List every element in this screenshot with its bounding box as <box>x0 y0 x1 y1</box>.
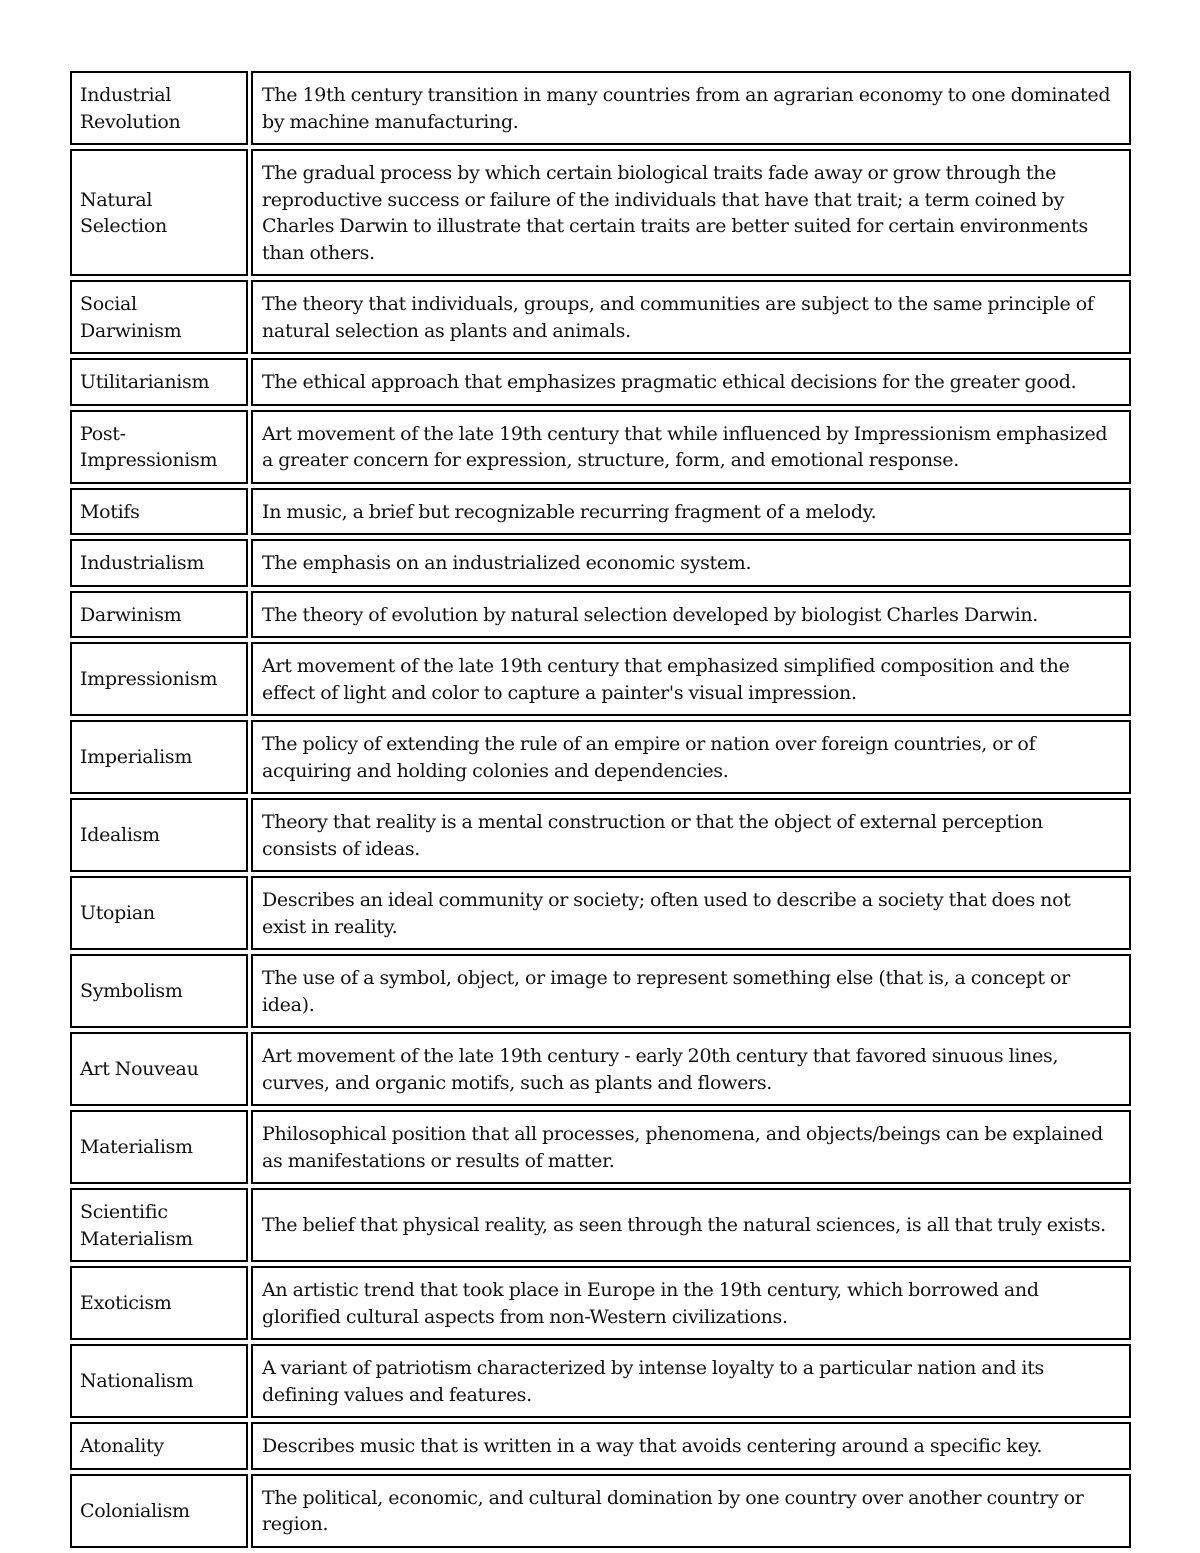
table-row <box>70 410 1131 484</box>
term-cell: Utilitarianism <box>70 358 248 406</box>
definition-cell: Art movement of the late 19th century that emphasized simplified composition and the effect of light and color to capture a painter's visual impression. <box>251 642 1131 716</box>
term-cell: Darwinism <box>70 591 248 639</box>
table-row <box>70 642 1131 716</box>
term-cell: Post-Impressionism <box>70 410 248 484</box>
definition-cell: The theory of evolution by natural selection developed by biologist Charles Darwin. <box>251 591 1131 639</box>
table-row <box>70 280 1131 354</box>
definition-cell: Art movement of the late 19th century that while influenced by Impressionism emphasized a greater concern for expression, structure, form, and emotional response. <box>251 410 1131 484</box>
table-row <box>70 488 1131 536</box>
definition-cell: A variant of patriotism characterized by intense loyalty to a particular nation and its defining values and features. <box>251 1344 1131 1418</box>
definition-cell: The 19th century transition in many countries from an agrarian economy to one dominated by machine manufacturing. <box>251 71 1131 145</box>
glossary-table <box>67 67 1134 1552</box>
term-cell: Nationalism <box>70 1344 248 1418</box>
table-row <box>70 1188 1131 1262</box>
table-row <box>70 149 1131 276</box>
definition-cell: The policy of extending the rule of an empire or nation over foreign countries, or of acquiring and holding colonies and dependencies. <box>251 720 1131 794</box>
definition-cell: Describes an ideal community or society; often used to describe a society that does not exist in reality. <box>251 876 1131 950</box>
definition-cell: An artistic trend that took place in Europe in the 19th century, which borrowed and glorified cultural aspects from non-Western civilizations. <box>251 1266 1131 1340</box>
term-cell: Utopian <box>70 876 248 950</box>
term-cell: Scientific Materialism <box>70 1188 248 1262</box>
term-cell: Atonality <box>70 1422 248 1470</box>
table-row <box>70 591 1131 639</box>
table-row <box>70 1344 1131 1418</box>
term-cell: Colonialism <box>70 1474 248 1548</box>
definition-cell: The gradual process by which certain biological traits fade away or grow through the reproductive success or failure of the individuals that have that trait; a term coined by Charles Darwin to illustrate that certain traits are better suited for certain environments than others. <box>251 149 1131 276</box>
term-cell: Social Darwinism <box>70 280 248 354</box>
term-cell: Exoticism <box>70 1266 248 1340</box>
definition-cell: Art movement of the late 19th century - early 20th century that favored sinuous lines, curves, and organic motifs, such as plants and flowers. <box>251 1032 1131 1106</box>
table-row <box>70 1474 1131 1548</box>
term-cell: Motifs <box>70 488 248 536</box>
definition-cell: The political, economic, and cultural domination by one country over another country or region. <box>251 1474 1131 1548</box>
definition-cell: Theory that reality is a mental construction or that the object of external perception consists of ideas. <box>251 798 1131 872</box>
definition-cell: Philosophical position that all processes, phenomena, and objects/beings can be explained as manifestations or results of matter. <box>251 1110 1131 1184</box>
term-cell: Impressionism <box>70 642 248 716</box>
table-row <box>70 358 1131 406</box>
term-cell: Imperialism <box>70 720 248 794</box>
term-cell: Industrial Revolution <box>70 71 248 145</box>
table-row <box>70 1032 1131 1106</box>
definition-cell: The ethical approach that emphasizes pragmatic ethical decisions for the greater good. <box>251 358 1131 406</box>
table-row <box>70 539 1131 587</box>
term-cell: Idealism <box>70 798 248 872</box>
definition-cell: The belief that physical reality, as seen through the natural sciences, is all that truly exists. <box>251 1188 1131 1262</box>
term-cell: Art Nouveau <box>70 1032 248 1106</box>
term-cell: Natural Selection <box>70 149 248 276</box>
definition-cell: The use of a symbol, object, or image to represent something else (that is, a concept or idea). <box>251 954 1131 1028</box>
definition-cell: In music, a brief but recognizable recurring fragment of a melody. <box>251 488 1131 536</box>
term-cell: Materialism <box>70 1110 248 1184</box>
table-row <box>70 876 1131 950</box>
term-cell: Symbolism <box>70 954 248 1028</box>
table-row <box>70 720 1131 794</box>
table-row <box>70 71 1131 145</box>
table-row <box>70 1266 1131 1340</box>
table-row <box>70 1110 1131 1184</box>
definition-cell: The theory that individuals, groups, and communities are subject to the same principle of natural selection as plants and animals. <box>251 280 1131 354</box>
table-row <box>70 798 1131 872</box>
definition-cell: Describes music that is written in a way that avoids centering around a specific key. <box>251 1422 1131 1470</box>
definition-cell: The emphasis on an industrialized economic system. <box>251 539 1131 587</box>
term-cell: Industrialism <box>70 539 248 587</box>
table-row <box>70 954 1131 1028</box>
table-row <box>70 1422 1131 1470</box>
